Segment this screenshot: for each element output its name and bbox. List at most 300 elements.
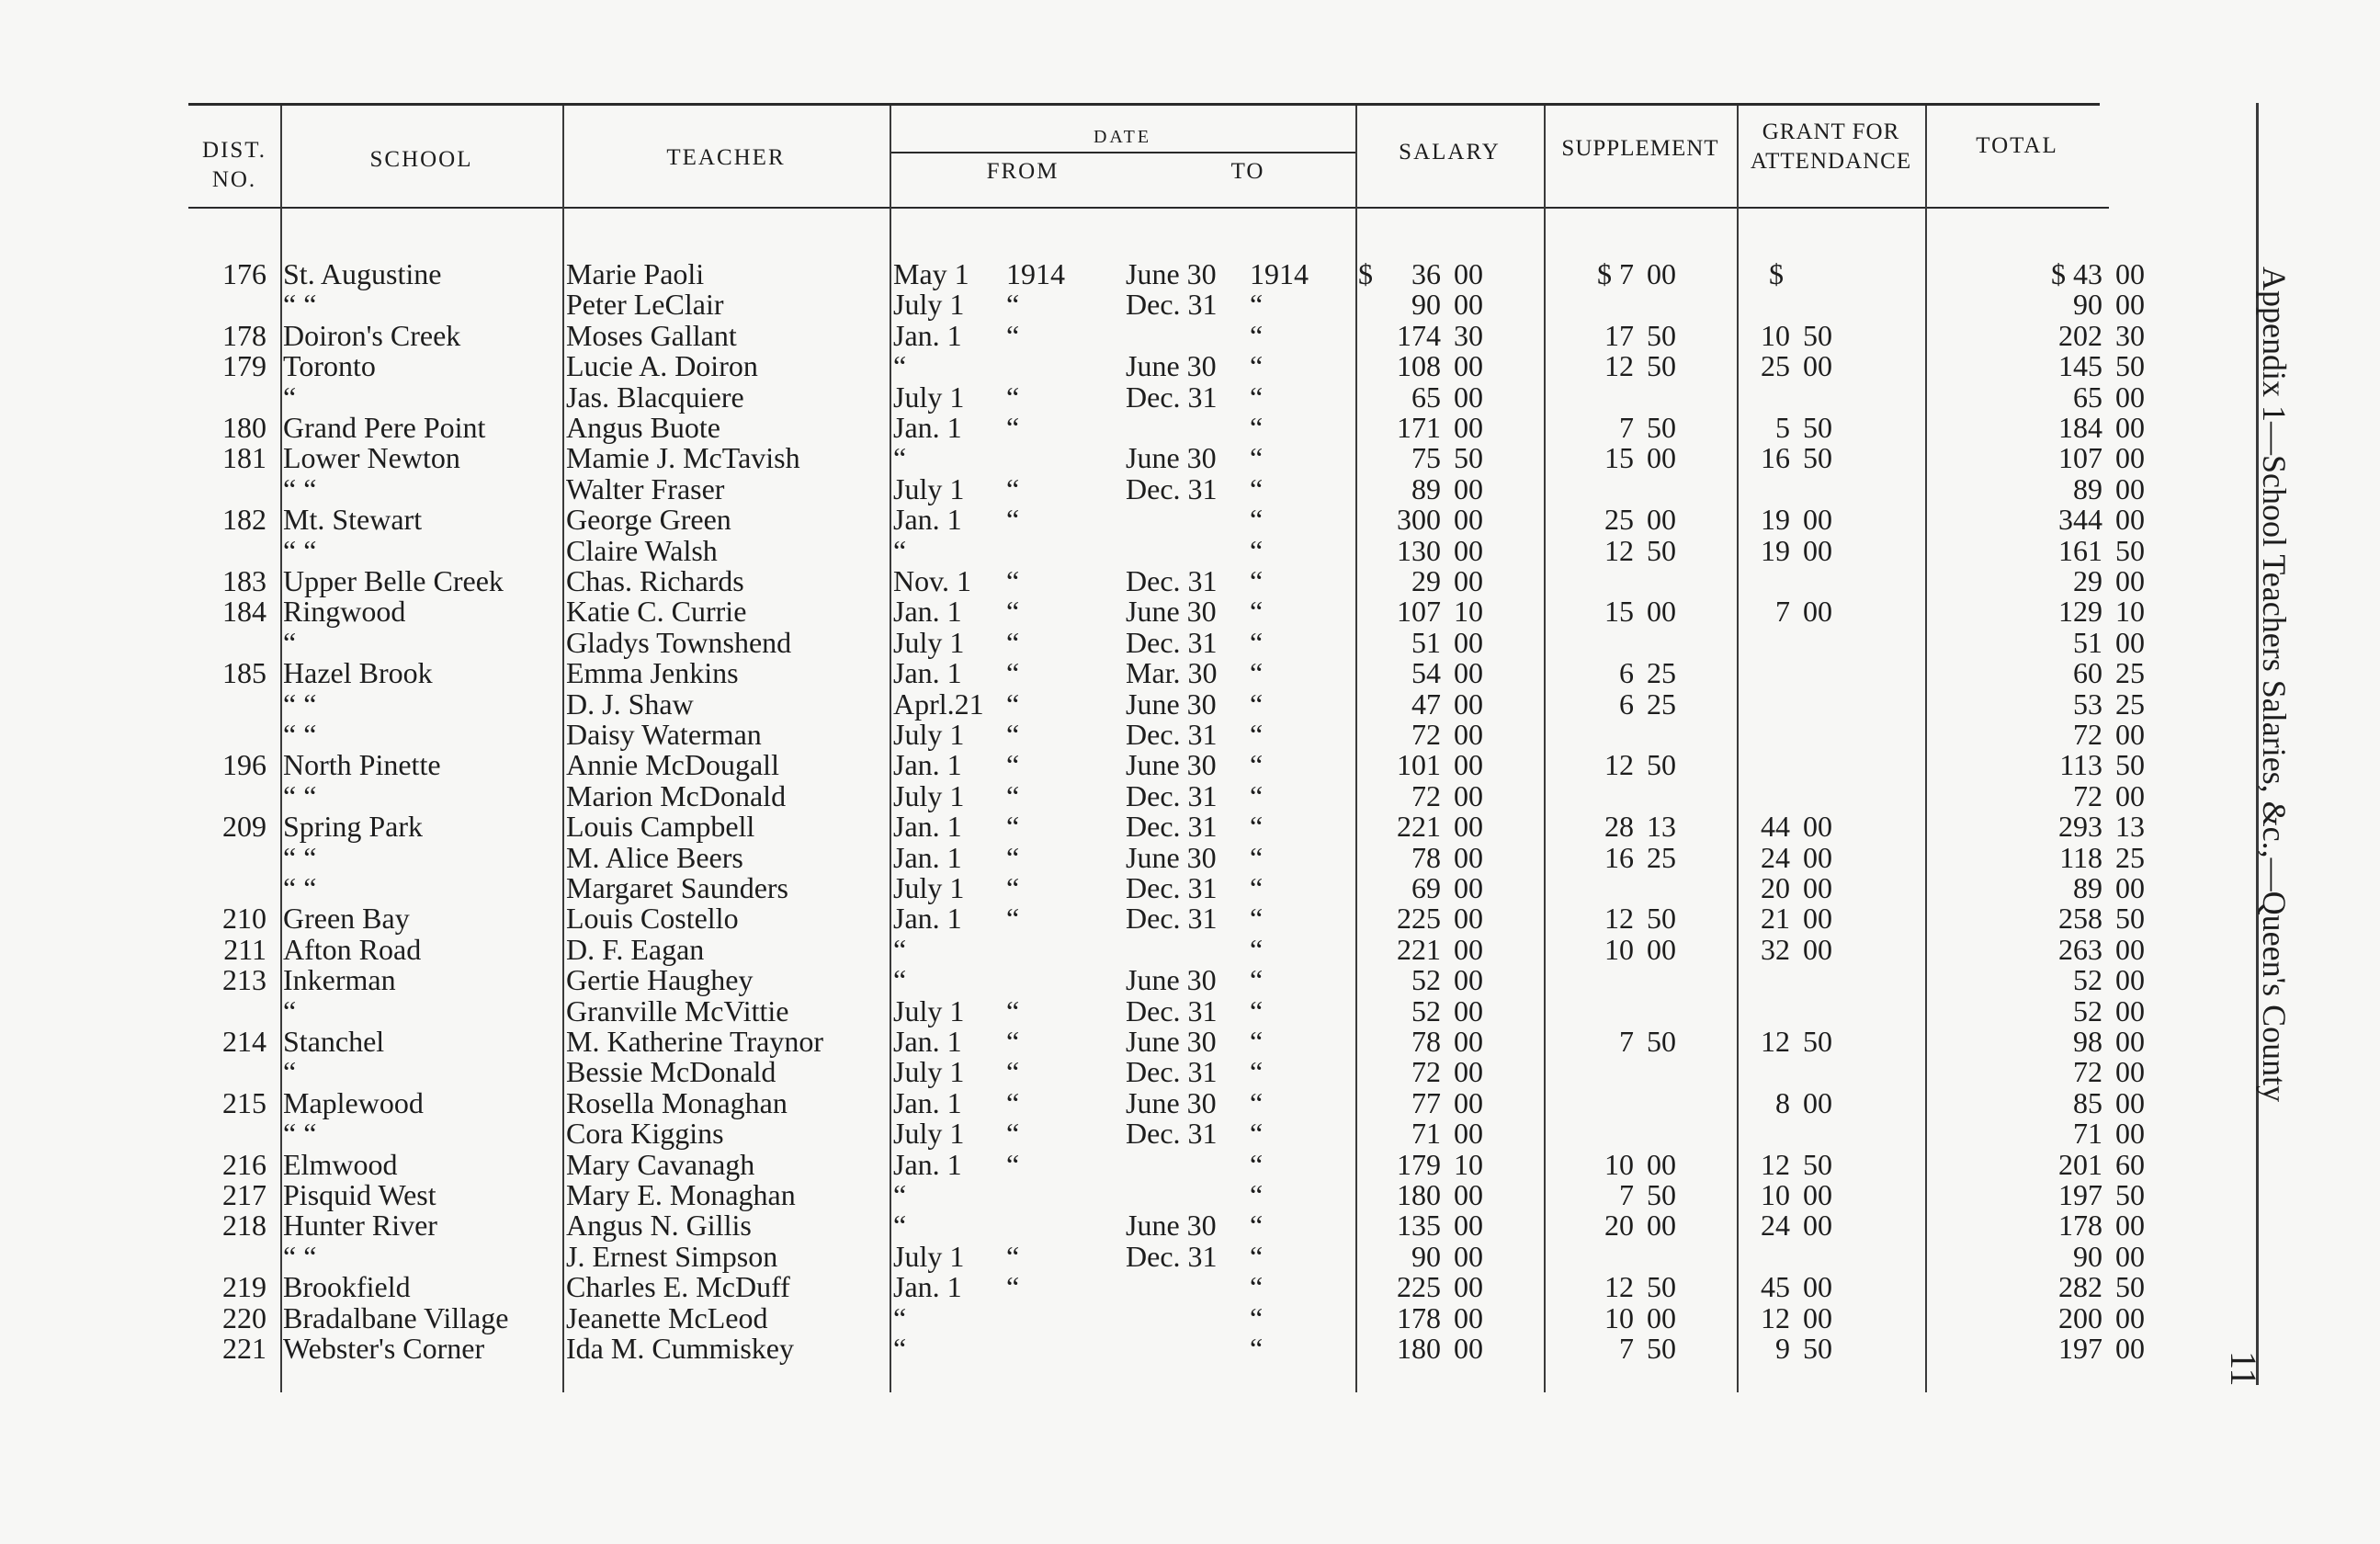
date-to: June 30 bbox=[1126, 441, 1217, 475]
date-to-year: “ bbox=[1250, 1178, 1264, 1211]
side-caption: Appendix 1—School Teachers Salaries, &c.,—Queen's County bbox=[2256, 267, 2293, 1103]
date-from: Jan. 1 bbox=[893, 656, 962, 690]
total-amount bbox=[1976, 351, 2159, 381]
total-amount-cents: 00 bbox=[2115, 288, 2145, 322]
total-amount bbox=[1976, 658, 2159, 688]
total-amount-cents: 25 bbox=[2115, 656, 2145, 690]
header-to: TO bbox=[1230, 159, 1265, 184]
grant-amount bbox=[1746, 259, 1847, 290]
supplement-amount bbox=[1562, 351, 1691, 381]
date-to-year: “ bbox=[1250, 1300, 1264, 1334]
grant-amount bbox=[1746, 413, 1847, 443]
dist-no: 219 bbox=[222, 1270, 266, 1304]
salary-amount-dollars: 90 bbox=[1411, 1239, 1441, 1273]
table-row bbox=[0, 503, 2145, 537]
grant-amount bbox=[1746, 318, 1847, 352]
supplement-amount bbox=[1562, 658, 1691, 688]
date-to: June 30 bbox=[1126, 1085, 1217, 1119]
date-to: June 30 bbox=[1126, 257, 1217, 290]
salary-amount-cents: 00 bbox=[1454, 902, 1483, 936]
date-from: July 1 bbox=[893, 778, 965, 812]
supplement-amount bbox=[1562, 750, 1691, 780]
supplement-amount bbox=[1562, 566, 1691, 596]
salary-amount-cents: 00 bbox=[1454, 871, 1483, 904]
date-from: Jan. 1 bbox=[893, 1270, 962, 1304]
salary-amount-cents: 00 bbox=[1454, 257, 1483, 290]
salary-amount bbox=[1351, 443, 1498, 473]
grant-amount bbox=[1746, 351, 1847, 381]
date-to-year: “ bbox=[1250, 471, 1264, 505]
date-from-year: “ bbox=[1006, 1147, 1020, 1181]
supplement-amount-cents: 50 bbox=[1647, 318, 1676, 352]
total-amount bbox=[1976, 1239, 2159, 1273]
salary-amount-cents: 00 bbox=[1454, 840, 1483, 874]
salary-amount-cents: 00 bbox=[1454, 349, 1483, 383]
total-amount-cents: 00 bbox=[2115, 1117, 2145, 1151]
date-to-year: “ bbox=[1250, 778, 1264, 812]
grant-amount-dollars: 24 bbox=[1761, 840, 1790, 874]
dist-no: 178 bbox=[222, 318, 266, 352]
total-amount-cents: 00 bbox=[2115, 993, 2145, 1027]
date-from-year: “ bbox=[1006, 748, 1020, 782]
supplement-amount-dollars: 12 bbox=[1604, 902, 1634, 936]
grant-amount-cents: 00 bbox=[1803, 871, 1832, 904]
date-to: Dec. 31 bbox=[1126, 564, 1218, 597]
total-amount-cents: 00 bbox=[2115, 441, 2145, 475]
supplement-amount-cents: 00 bbox=[1647, 932, 1676, 966]
grant-amount-dollars: 45 bbox=[1761, 1270, 1790, 1304]
total-amount-cents: 00 bbox=[2115, 1055, 2145, 1089]
date-from-year: “ bbox=[1006, 902, 1020, 936]
grant-amount-cents: 00 bbox=[1803, 533, 1832, 567]
date-to: Dec. 31 bbox=[1126, 288, 1218, 322]
grant-amount-dollars: 5 bbox=[1775, 411, 1790, 444]
teacher-name: Claire Walsh bbox=[566, 533, 718, 567]
supplement-amount-cents: 00 bbox=[1647, 503, 1676, 537]
total-amount-cents: 00 bbox=[2115, 778, 2145, 812]
total-amount-dollars: 72 bbox=[2073, 718, 2102, 751]
grant-amount-dollars: 20 bbox=[1761, 871, 1790, 904]
table-row bbox=[0, 471, 2145, 505]
total-amount bbox=[1976, 689, 2159, 720]
table-row bbox=[0, 380, 2145, 414]
date-to: Dec. 31 bbox=[1126, 718, 1218, 751]
total-amount bbox=[1976, 750, 2159, 780]
dist-no: 210 bbox=[222, 902, 266, 936]
dist-no: 220 bbox=[222, 1300, 266, 1334]
total-amount-dollars: 90 bbox=[2073, 1239, 2102, 1273]
school-name: St. Augustine bbox=[283, 257, 442, 290]
teacher-name: Gladys Townshend bbox=[566, 625, 792, 659]
grant-amount-cents: 00 bbox=[1803, 1209, 1832, 1243]
dist-no: 217 bbox=[222, 1178, 266, 1211]
grant-amount-cents: 50 bbox=[1803, 1147, 1832, 1181]
grant-amount bbox=[1746, 382, 1847, 413]
date-from: Nov. 1 bbox=[893, 564, 972, 597]
school-name: “ “ bbox=[283, 871, 317, 904]
supplement-amount-dollars: 15 bbox=[1604, 595, 1634, 629]
school-name: Pisquid West bbox=[283, 1178, 436, 1211]
teacher-name: Marion McDonald bbox=[566, 778, 787, 812]
school-name: Hunter River bbox=[283, 1209, 437, 1243]
salary-amount-cents: 00 bbox=[1454, 748, 1483, 782]
supplement-amount bbox=[1562, 1027, 1691, 1057]
grant-amount bbox=[1746, 812, 1847, 842]
date-from: “ bbox=[893, 533, 907, 567]
table-row bbox=[0, 993, 2145, 1027]
date-to-year: “ bbox=[1250, 349, 1264, 383]
table-row bbox=[0, 1055, 2145, 1089]
school-name: “ “ bbox=[283, 1239, 317, 1273]
date-from: “ bbox=[893, 1332, 907, 1365]
school-name: “ bbox=[283, 380, 297, 414]
salary-amount bbox=[1351, 965, 1498, 995]
salary-amount-dollars: 65 bbox=[1411, 380, 1441, 414]
date-from: July 1 bbox=[893, 1055, 965, 1089]
salary-amount bbox=[1351, 471, 1498, 505]
supplement-amount bbox=[1562, 689, 1691, 720]
total-amount-cents: 00 bbox=[2115, 471, 2145, 505]
salary-amount bbox=[1351, 259, 1498, 290]
date-from-year: “ bbox=[1006, 687, 1020, 721]
school-name: Bradalbane Village bbox=[283, 1300, 509, 1334]
grant-amount bbox=[1746, 750, 1847, 780]
salary-amount-cents: 50 bbox=[1454, 441, 1483, 475]
total-amount-dollars: 161 bbox=[2058, 533, 2102, 567]
date-to: Dec. 31 bbox=[1126, 1055, 1218, 1089]
supplement-amount-dollars: 25 bbox=[1604, 503, 1634, 537]
total-amount-cents: 00 bbox=[2115, 871, 2145, 904]
total-amount-cents: 00 bbox=[2115, 932, 2145, 966]
salary-amount bbox=[1351, 625, 1498, 659]
salary-amount-dollars: 130 bbox=[1397, 533, 1441, 567]
table-row bbox=[0, 871, 2145, 904]
teacher-name: Mary Cavanagh bbox=[566, 1147, 755, 1181]
total-amount bbox=[1976, 1118, 2159, 1149]
date-from-year: “ bbox=[1006, 380, 1020, 414]
dist-no: 184 bbox=[222, 595, 266, 629]
total-amount-dollars: 293 bbox=[2058, 810, 2102, 844]
salary-amount-dollars: 108 bbox=[1397, 349, 1441, 383]
salary-amount bbox=[1351, 1210, 1498, 1241]
date-to-year: “ bbox=[1250, 318, 1264, 352]
date-to-year: “ bbox=[1250, 1239, 1264, 1273]
supplement-amount-cents: 00 bbox=[1647, 257, 1676, 290]
total-amount-cents: 00 bbox=[2115, 503, 2145, 537]
grant-amount-cents: 00 bbox=[1803, 1270, 1832, 1304]
school-name: “ bbox=[283, 625, 297, 659]
school-name: “ “ bbox=[283, 718, 317, 751]
teacher-name: Louis Costello bbox=[566, 902, 739, 936]
salary-amount-cents: 00 bbox=[1454, 687, 1483, 721]
school-name: “ “ bbox=[283, 471, 317, 505]
total-amount-dollars: 85 bbox=[2073, 1085, 2102, 1119]
date-to-year: “ bbox=[1250, 1085, 1264, 1119]
supplement-amount bbox=[1562, 290, 1691, 320]
table-row bbox=[0, 902, 2145, 936]
salary-amount bbox=[1351, 1180, 1498, 1210]
date-from-year: “ bbox=[1006, 656, 1020, 690]
total-amount bbox=[1976, 596, 2159, 627]
date-to: Dec. 31 bbox=[1126, 625, 1218, 659]
table-row bbox=[0, 687, 2145, 721]
grant-amount bbox=[1746, 781, 1847, 812]
date-from-year: “ bbox=[1006, 1239, 1020, 1273]
table-row bbox=[0, 810, 2145, 844]
date-from: Jan. 1 bbox=[893, 1025, 962, 1058]
supplement-amount bbox=[1562, 596, 1691, 627]
total-amount-dollars: 202 bbox=[2058, 318, 2102, 352]
total-amount bbox=[1976, 382, 2159, 413]
salary-amount-dollars: 72 bbox=[1411, 1055, 1441, 1089]
grant-amount-dollars: 9 bbox=[1775, 1332, 1790, 1365]
table-row bbox=[0, 1300, 2145, 1334]
school-name: North Pinette bbox=[283, 748, 441, 782]
teacher-name: Gertie Haughey bbox=[566, 963, 754, 997]
salary-amount bbox=[1351, 382, 1498, 413]
supplement-amount-cents: 50 bbox=[1647, 1270, 1676, 1304]
grant-amount-dollars: 10 bbox=[1761, 318, 1790, 352]
teacher-name: Daisy Waterman bbox=[566, 718, 762, 751]
date-to-year: “ bbox=[1250, 411, 1264, 444]
total-amount bbox=[1976, 290, 2159, 320]
date-to: Dec. 31 bbox=[1126, 810, 1218, 844]
teacher-name: J. Ernest Simpson bbox=[566, 1239, 778, 1273]
dist-no: 185 bbox=[222, 656, 266, 690]
salary-amount-dollars: 180 bbox=[1397, 1178, 1441, 1211]
date-to-year: “ bbox=[1250, 595, 1264, 629]
supplement-amount-cents: 00 bbox=[1647, 441, 1676, 475]
date-from-year: 1914 bbox=[1006, 257, 1065, 290]
date-from-year: “ bbox=[1006, 1025, 1020, 1058]
salary-amount-dollars: 75 bbox=[1411, 441, 1441, 475]
salary-amount-cents: 00 bbox=[1454, 503, 1483, 537]
table-row bbox=[0, 441, 2145, 475]
salary-amount-dollars: 54 bbox=[1411, 656, 1441, 690]
date-from-year: “ bbox=[1006, 778, 1020, 812]
salary-amount-dollars: 174 bbox=[1397, 318, 1441, 352]
date-from: Jan. 1 bbox=[893, 1085, 962, 1119]
total-amount bbox=[1976, 1027, 2159, 1057]
supplement-amount-cents: 50 bbox=[1647, 411, 1676, 444]
total-amount-cents: 50 bbox=[2115, 748, 2145, 782]
dist-no: 215 bbox=[222, 1085, 266, 1119]
date-to-year: “ bbox=[1250, 902, 1264, 936]
total-amount bbox=[1976, 1180, 2159, 1210]
supplement-amount bbox=[1562, 720, 1691, 750]
supplement-amount-cents: 25 bbox=[1647, 656, 1676, 690]
date-from-year: “ bbox=[1006, 625, 1020, 659]
grant-amount-cents: 00 bbox=[1803, 503, 1832, 537]
table-row bbox=[0, 533, 2145, 567]
date-to-year: “ bbox=[1250, 564, 1264, 597]
date-from: Jan. 1 bbox=[893, 318, 962, 352]
date-from: “ bbox=[893, 1300, 907, 1334]
total-amount-cents: 00 bbox=[2115, 564, 2145, 597]
supplement-amount-dollars: 10 bbox=[1604, 1147, 1634, 1181]
school-name: “ “ bbox=[283, 840, 317, 874]
salary-amount bbox=[1351, 812, 1498, 842]
total-amount-dollars: 113 bbox=[2059, 748, 2102, 782]
grant-amount-cents: 00 bbox=[1803, 349, 1832, 383]
salary-amount-dollars: 29 bbox=[1411, 564, 1441, 597]
salary-amount-dollars: 89 bbox=[1411, 471, 1441, 505]
total-amount-cents: 00 bbox=[2115, 1332, 2145, 1365]
grant-amount-dollars: 21 bbox=[1761, 902, 1790, 936]
grant-amount bbox=[1746, 628, 1847, 658]
salary-amount-cents: 00 bbox=[1454, 625, 1483, 659]
total-amount-cents: 25 bbox=[2115, 687, 2145, 721]
total-amount-dollars: 51 bbox=[2073, 625, 2102, 659]
supplement-amount-dollars: 6 bbox=[1619, 656, 1634, 690]
total-amount-cents: 00 bbox=[2115, 1300, 2145, 1334]
table-row bbox=[0, 411, 2145, 444]
grant-amount-dollars: 16 bbox=[1761, 441, 1790, 475]
salary-amount bbox=[1351, 533, 1498, 567]
supplement-amount-dollars: 15 bbox=[1604, 441, 1634, 475]
total-amount-dollars: 258 bbox=[2058, 902, 2102, 936]
grant-amount bbox=[1746, 290, 1847, 320]
date-to: Dec. 31 bbox=[1126, 993, 1218, 1027]
date-from: “ bbox=[893, 1178, 907, 1211]
supplement-amount bbox=[1562, 1147, 1691, 1181]
teacher-name: Lucie A. Doiron bbox=[566, 349, 758, 383]
date-to: Dec. 31 bbox=[1126, 1117, 1218, 1151]
table-row bbox=[0, 718, 2145, 751]
supplement-amount bbox=[1562, 628, 1691, 658]
date-from-year: “ bbox=[1006, 871, 1020, 904]
teacher-name: Cora Kiggins bbox=[566, 1117, 724, 1151]
date-to: June 30 bbox=[1126, 748, 1217, 782]
header-date: DATE bbox=[1093, 127, 1152, 147]
salary-amount bbox=[1351, 1272, 1498, 1302]
table-row bbox=[0, 778, 2145, 812]
total-amount bbox=[1976, 1085, 2159, 1119]
supplement-amount-cents: 13 bbox=[1647, 810, 1676, 844]
grant-amount-dollars: 24 bbox=[1761, 1209, 1790, 1243]
teacher-name: M. Katherine Traynor bbox=[566, 1025, 823, 1058]
total-amount-cents: 30 bbox=[2115, 318, 2145, 352]
grant-amount-dollars: 10 bbox=[1761, 1178, 1790, 1211]
page-number: 11 bbox=[2223, 1351, 2264, 1387]
teacher-name: Jas. Blacquiere bbox=[566, 380, 744, 414]
total-amount bbox=[1976, 840, 2159, 874]
salary-amount bbox=[1351, 1085, 1498, 1119]
header-dist: DIST. NO. bbox=[202, 138, 266, 192]
date-to-year: “ bbox=[1250, 993, 1264, 1027]
header-total: TOTAL bbox=[1976, 133, 2058, 158]
school-name: Maplewood bbox=[283, 1085, 424, 1119]
salary-amount-cents: 00 bbox=[1454, 1117, 1483, 1151]
total-amount-dollars: 29 bbox=[2073, 564, 2102, 597]
date-to: Dec. 31 bbox=[1126, 902, 1218, 936]
salary-amount bbox=[1351, 290, 1498, 320]
date-from: Jan. 1 bbox=[893, 411, 962, 444]
supplement-amount bbox=[1562, 1334, 1691, 1364]
salary-amount bbox=[1351, 318, 1498, 352]
total-amount bbox=[1976, 720, 2159, 750]
grant-amount bbox=[1746, 720, 1847, 750]
salary-amount bbox=[1351, 873, 1498, 903]
date-from-year: “ bbox=[1006, 595, 1020, 629]
school-name: Inkerman bbox=[283, 963, 396, 997]
date-to-year: “ bbox=[1250, 1147, 1264, 1181]
date-to-year: “ bbox=[1250, 625, 1264, 659]
supplement-amount-dollars: $ 7 bbox=[1597, 257, 1634, 290]
salary-amount-cents: 00 bbox=[1454, 564, 1483, 597]
header-bottom-rule bbox=[188, 207, 2109, 209]
teacher-name: Louis Campbell bbox=[566, 810, 755, 844]
date-from-year: “ bbox=[1006, 564, 1020, 597]
grant-amount bbox=[1746, 903, 1847, 934]
salary-amount bbox=[1351, 1147, 1498, 1181]
total-amount bbox=[1976, 903, 2159, 934]
total-amount bbox=[1976, 812, 2159, 842]
school-name: Mt. Stewart bbox=[283, 503, 423, 537]
grant-amount-dollars: 7 bbox=[1775, 595, 1790, 629]
salary-amount-dollars: 71 bbox=[1411, 1117, 1441, 1151]
table-row bbox=[0, 318, 2145, 352]
salary-amount-cents: 00 bbox=[1454, 932, 1483, 966]
supplement-amount-cents: 50 bbox=[1647, 902, 1676, 936]
total-amount-cents: 00 bbox=[2115, 1085, 2145, 1119]
supplement-amount bbox=[1562, 259, 1691, 290]
supplement-amount bbox=[1562, 474, 1691, 505]
salary-amount-cents: 00 bbox=[1454, 1055, 1483, 1089]
salary-amount-dollars: 78 bbox=[1411, 1025, 1441, 1058]
date-from: “ bbox=[893, 932, 907, 966]
total-amount bbox=[1976, 1147, 2159, 1181]
grant-amount-cents: 00 bbox=[1803, 902, 1832, 936]
date-from: July 1 bbox=[893, 288, 965, 322]
teacher-name: Charles E. McDuff bbox=[566, 1270, 790, 1304]
total-amount-cents: 00 bbox=[2115, 1025, 2145, 1058]
total-amount-dollars: 60 bbox=[2073, 656, 2102, 690]
total-amount bbox=[1976, 505, 2159, 535]
grant-amount bbox=[1746, 1118, 1847, 1149]
total-amount-dollars: 107 bbox=[2058, 441, 2102, 475]
salary-amount-dollars: 221 bbox=[1397, 810, 1441, 844]
table-row bbox=[0, 840, 2145, 874]
supplement-amount bbox=[1562, 1272, 1691, 1302]
total-amount-dollars: $ 43 bbox=[2051, 257, 2102, 290]
school-name: Ringwood bbox=[283, 595, 406, 629]
total-amount-dollars: 52 bbox=[2073, 963, 2102, 997]
grant-amount-cents: 00 bbox=[1803, 1300, 1832, 1334]
salary-amount bbox=[1351, 1027, 1498, 1057]
grant-amount bbox=[1746, 996, 1847, 1027]
date-to-year: “ bbox=[1250, 380, 1264, 414]
salary-amount-dollars: 78 bbox=[1411, 840, 1441, 874]
salary-amount-dollars: 300 bbox=[1397, 503, 1441, 537]
salary-amount bbox=[1351, 1239, 1498, 1273]
date-to-year: “ bbox=[1250, 533, 1264, 567]
date-to: Mar. 30 bbox=[1126, 656, 1218, 690]
teacher-name: Emma Jenkins bbox=[566, 656, 739, 690]
date-from: “ bbox=[893, 349, 907, 383]
salary-amount-dollars: 178 bbox=[1397, 1300, 1441, 1334]
total-amount bbox=[1976, 1300, 2159, 1334]
school-name: Green Bay bbox=[283, 902, 410, 936]
total-amount bbox=[1976, 566, 2159, 596]
salary-amount bbox=[1351, 750, 1498, 780]
teacher-name: Peter LeClair bbox=[566, 288, 724, 322]
supplement-amount-cents: 50 bbox=[1647, 748, 1676, 782]
grant-amount-cents: 00 bbox=[1803, 932, 1832, 966]
school-name: Stanchel bbox=[283, 1025, 385, 1058]
supplement-amount bbox=[1562, 1180, 1691, 1210]
date-from-year: “ bbox=[1006, 411, 1020, 444]
